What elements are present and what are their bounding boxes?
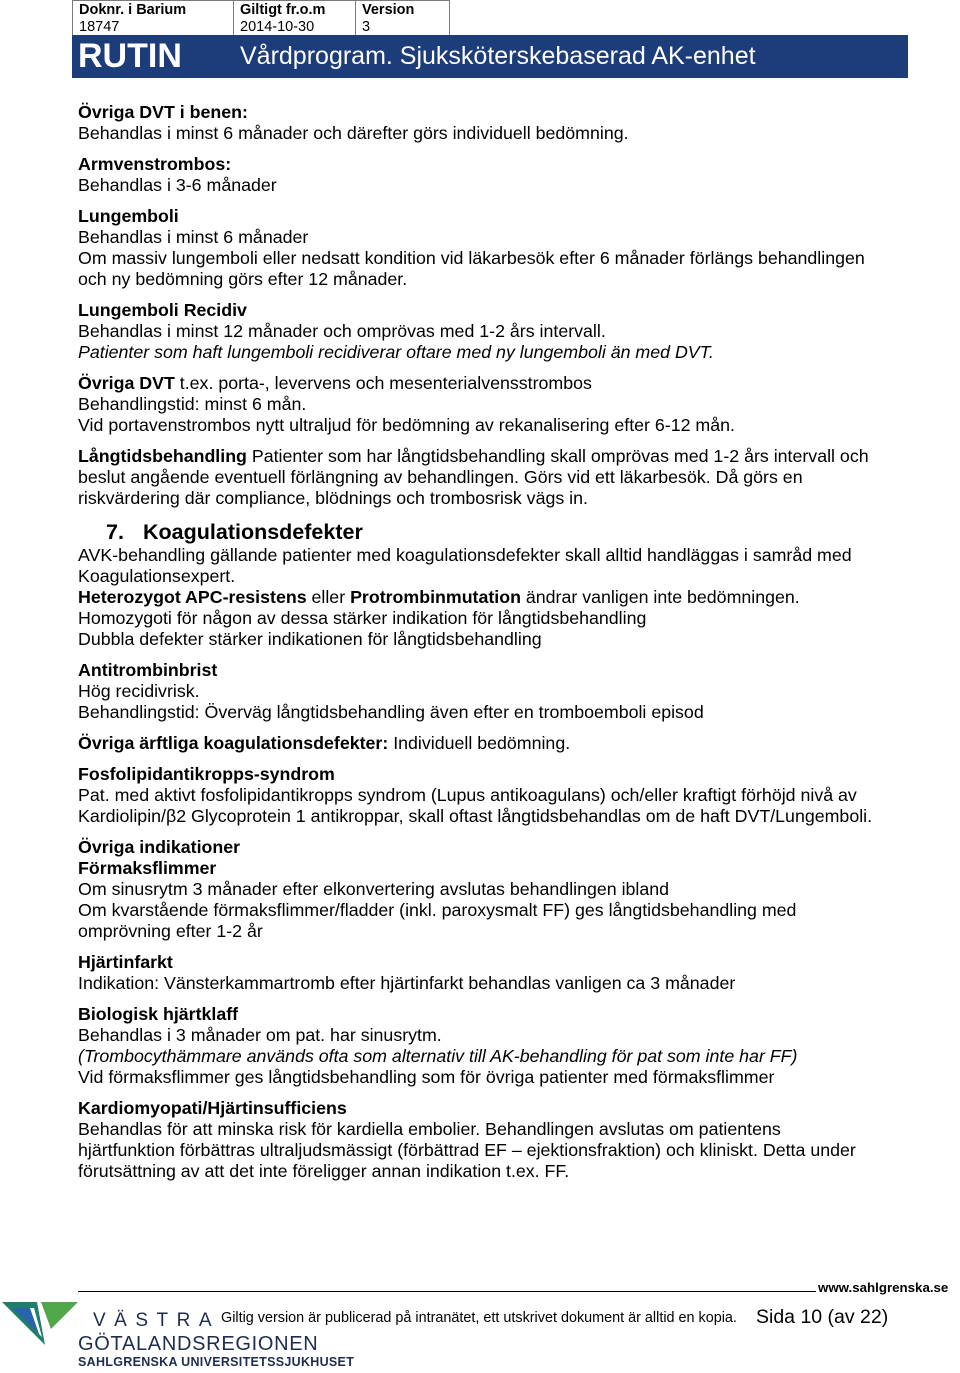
bold-text: Lungemboli Recidiv (78, 300, 247, 320)
bold-text: Armvenstrombos: (78, 154, 232, 174)
text-run: Koagulationsexpert. (78, 566, 236, 586)
text-run: riskvärdering där compliance, blödnings och trombosrisk vägs in. (78, 488, 588, 508)
document-type: RUTIN (78, 37, 182, 75)
text-line (78, 629, 948, 650)
text-line (78, 394, 948, 415)
paragraph (78, 1098, 948, 1182)
bold-text: Övriga indikationer (78, 837, 241, 857)
paragraph (78, 102, 948, 144)
text-line (78, 660, 948, 681)
text-run: hjärtfunktion förbättras ultraljudsmässigt (förbättrad EF – ejektionsfraktion) och kliniskt. Detta under (78, 1140, 856, 1160)
text-line (78, 467, 948, 488)
text-line (78, 415, 948, 436)
text-line (78, 123, 948, 144)
text-run: beslut angående eventuell förlängning av behandlingen. Görs vid ett läkarbesök. Då görs en (78, 467, 803, 487)
section-heading (78, 519, 948, 545)
bold-text: Förmaksflimmer (78, 858, 217, 878)
bold-text: Övriga DVT i benen: (78, 102, 248, 122)
logo-text-vastra: VÄSTRA (93, 1310, 221, 1331)
text-run: Behandlas i minst 12 månader och omprövas med 1-2 års intervall. (78, 321, 606, 341)
text-run: Behandlas i minst 6 månader och därefter görs individuell bedömning. (78, 123, 629, 143)
bold-text: Övriga DVT (78, 373, 175, 393)
text-line (78, 1025, 948, 1046)
text-run: Patienter som har långtidsbehandling skall omprövas med 1-2 års intervall och (246, 446, 869, 466)
italic-text: (Trombocythämmare används ofta som alternativ till AK-behandling för pat som inte har FF) (78, 1046, 798, 1066)
paragraph (78, 300, 948, 363)
text-line (78, 1098, 948, 1119)
text-line (78, 785, 948, 806)
bold-text: Fosfolipidantikropps-syndrom (78, 764, 335, 784)
bold-text: Lungemboli (78, 206, 179, 226)
text-run: förutsättning av att det inte föreligger annan indikation t.ex. FF. (78, 1161, 570, 1181)
text-line (78, 1119, 948, 1140)
valid-from-cell (234, 1, 356, 35)
text-run: Behandlas i 3-6 månader (78, 175, 277, 195)
text-line (78, 608, 948, 629)
website-link[interactable]: www.sahlgrenska.se (818, 1280, 949, 1295)
validity-disclaimer: Giltig version är publicerad på intranätet, ett utskrivet dokument är alltid en kopia. (221, 1310, 737, 1326)
doknr-value: 18747 (79, 19, 120, 35)
text-run: och ny bedömning görs efter 12 månader. (78, 269, 408, 289)
text-line (78, 154, 948, 175)
text-line (78, 269, 948, 290)
doknr-cell (73, 1, 234, 35)
text-line (78, 566, 948, 587)
title-band (72, 35, 908, 78)
text-line (78, 587, 948, 608)
text-line (78, 1067, 948, 1088)
logo-text-gotalandsregionen: GÖTALANDSREGIONEN (78, 1333, 319, 1355)
text-line (78, 248, 948, 269)
text-run: Behandlas i 3 månader om pat. har sinusrytm. (78, 1025, 442, 1045)
text-line (78, 806, 948, 827)
text-line (78, 921, 948, 942)
text-run: Om massiv lungemboli eller nedsatt kondition vid läkarbesök efter 6 månader förlängs behandlingen (78, 248, 865, 268)
paragraph (78, 837, 948, 942)
text-run: Hög recidivrisk. (78, 681, 200, 701)
text-line (78, 858, 948, 879)
text-line (78, 952, 948, 973)
doknr-label: Doknr. i Barium (79, 2, 187, 18)
text-run: Vid förmaksflimmer ges långtidsbehandling som för övriga patienter med förmaksflimmer (78, 1067, 775, 1087)
text-run: Dubbla defekter stärker indikationen för långtidsbehandling (78, 629, 542, 649)
text-run: Om sinusrytm 3 månader efter elkonvertering avslutas behandlingen ibland (78, 879, 670, 899)
document-title: Vårdprogram. Sjuksköterskebaserad AK-enhet (240, 42, 756, 70)
logo-text-sahlgrenska: SAHLGRENSKA UNIVERSITETSSJUKHUSET (78, 1355, 355, 1369)
bold-text: Biologisk hjärtklaff (78, 1004, 239, 1024)
text-line (78, 206, 948, 227)
text-line (78, 300, 948, 321)
text-run: Behandlas för att minska risk för kardiella embolier. Behandlingen avslutas om patientens (78, 1119, 781, 1139)
text-run: Pat. med aktivt fosfolipidantikropps syndrom (Lupus antikoagulans) och/eller kraftigt förhöjd nivå av (78, 785, 857, 805)
paragraph (78, 545, 948, 650)
text-run: Vid portavenstrombos nytt ultraljud för bedömning av rekanalisering efter 6-12 mån. (78, 415, 735, 435)
text-run: Kardiolipin/β2 Glycoprotein 1 antikroppar, skall oftast långtidsbehandlas om de haft DVT/Lungemboli. (78, 806, 873, 826)
text-line (78, 545, 948, 566)
paragraph (78, 373, 948, 436)
text-run: t.ex. porta-, levervens och mesenterialvensstrombos (174, 373, 592, 393)
document-body (78, 102, 948, 1182)
text-run: Behandlingstid: minst 6 mån. (78, 394, 307, 414)
text-line (78, 373, 948, 394)
valid-from-label: Giltigt fr.o.m (240, 2, 326, 18)
bold-text: Antitrombinbrist (78, 660, 218, 680)
paragraph (78, 154, 948, 196)
vgr-bird-icon (0, 1299, 80, 1347)
text-line (78, 1140, 948, 1161)
bold-text: Långtidsbehandling (78, 446, 247, 466)
text-line (78, 446, 948, 467)
footer-divider (78, 1291, 816, 1292)
text-line (78, 227, 948, 248)
text-line (78, 321, 948, 342)
bold-text: Kardiomyopati/Hjärtinsufficiens (78, 1098, 347, 1118)
text-run: Individuell bedömning. (388, 733, 571, 753)
version-value: 3 (362, 19, 371, 35)
section-title: Koagulationsdefekter (143, 520, 363, 544)
bold-text: Protrombinmutation (350, 587, 521, 607)
text-run: omprövning efter 1-2 år (78, 921, 263, 941)
paragraph (78, 764, 948, 827)
text-run: Indikation: Vänsterkammartromb efter hjärtinfarkt behandlas vanligen ca 3 månader (78, 973, 736, 993)
bold-text: Övriga ärftliga koagulationsdefekter: (78, 733, 389, 753)
text-line (78, 342, 948, 363)
section-number: 7. (106, 520, 124, 544)
page-number: Sida 10 (av 22) (756, 1306, 889, 1328)
text-line (78, 1004, 948, 1025)
text-line (78, 702, 948, 723)
paragraph (78, 1004, 948, 1088)
text-line (78, 733, 948, 754)
logo-right-wing (41, 1302, 78, 1329)
paragraph (78, 952, 948, 994)
text-run: ändrar vanligen inte bedömningen. (520, 587, 800, 607)
text-line (78, 102, 948, 123)
paragraph (78, 446, 948, 509)
text-run: Homozygoti för någon av dessa stärker indikation för långtidsbehandling (78, 608, 647, 628)
text-line (78, 175, 948, 196)
text-run: Om kvarstående förmaksflimmer/fladder (inkl. paroxysmalt FF) ges långtidsbehandling med (78, 900, 797, 920)
text-line (78, 879, 948, 900)
paragraph (78, 660, 948, 723)
text-line (78, 837, 948, 858)
text-run: Behandlas i minst 6 månader (78, 227, 309, 247)
version-cell (356, 1, 449, 35)
text-run: eller (306, 587, 351, 607)
valid-from-value: 2014-10-30 (240, 19, 315, 35)
text-line (78, 764, 948, 785)
text-line (78, 488, 948, 509)
text-line (78, 973, 948, 994)
italic-text: Patienter som haft lungemboli recidiverar oftare med ny lungemboli än med DVT. (78, 342, 714, 362)
paragraph (78, 206, 948, 290)
text-line (78, 681, 948, 702)
text-line (78, 1161, 948, 1182)
text-run: Behandlingstid: Överväg långtidsbehandling även efter en tromboemboli episod (78, 702, 704, 722)
text-line (78, 900, 948, 921)
document-meta-table (72, 0, 450, 35)
version-label: Version (362, 2, 415, 18)
text-line (78, 1046, 948, 1067)
paragraph (78, 733, 948, 754)
bold-text: Hjärtinfarkt (78, 952, 173, 972)
text-run: AVK-behandling gällande patienter med koagulationsdefekter skall alltid handläggas i samråd med (78, 545, 852, 565)
bold-text: Heterozygot APC-resistens (78, 587, 307, 607)
